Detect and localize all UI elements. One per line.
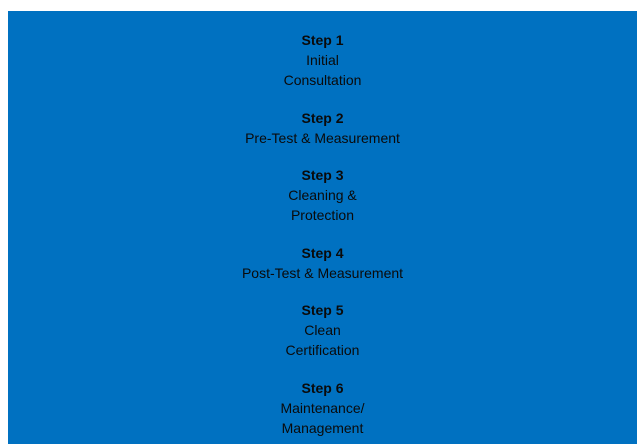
- step-6: [8, 378, 637, 438]
- step-description: Initial Consultation: [283, 52, 362, 88]
- step-description: Clean Certification: [285, 322, 360, 358]
- step-description: Pre-Test & Measurement: [245, 130, 400, 146]
- step-4: [8, 243, 637, 283]
- process-steps-panel: [8, 11, 637, 444]
- step-title: Step 4: [301, 245, 344, 261]
- step-title: Step 6: [301, 380, 344, 396]
- step-2: [8, 108, 637, 148]
- step-1: [8, 30, 637, 90]
- step-title: Step 1: [301, 32, 344, 48]
- step-3: [8, 165, 637, 225]
- step-title: Step 5: [301, 302, 344, 318]
- step-description: Post-Test & Measurement: [241, 265, 404, 281]
- step-title: Step 2: [301, 110, 344, 126]
- step-title: Step 3: [301, 167, 344, 183]
- step-description: Cleaning & Protection: [288, 187, 357, 223]
- step-description: Maintenance/ Management: [280, 400, 365, 436]
- step-5: [8, 300, 637, 360]
